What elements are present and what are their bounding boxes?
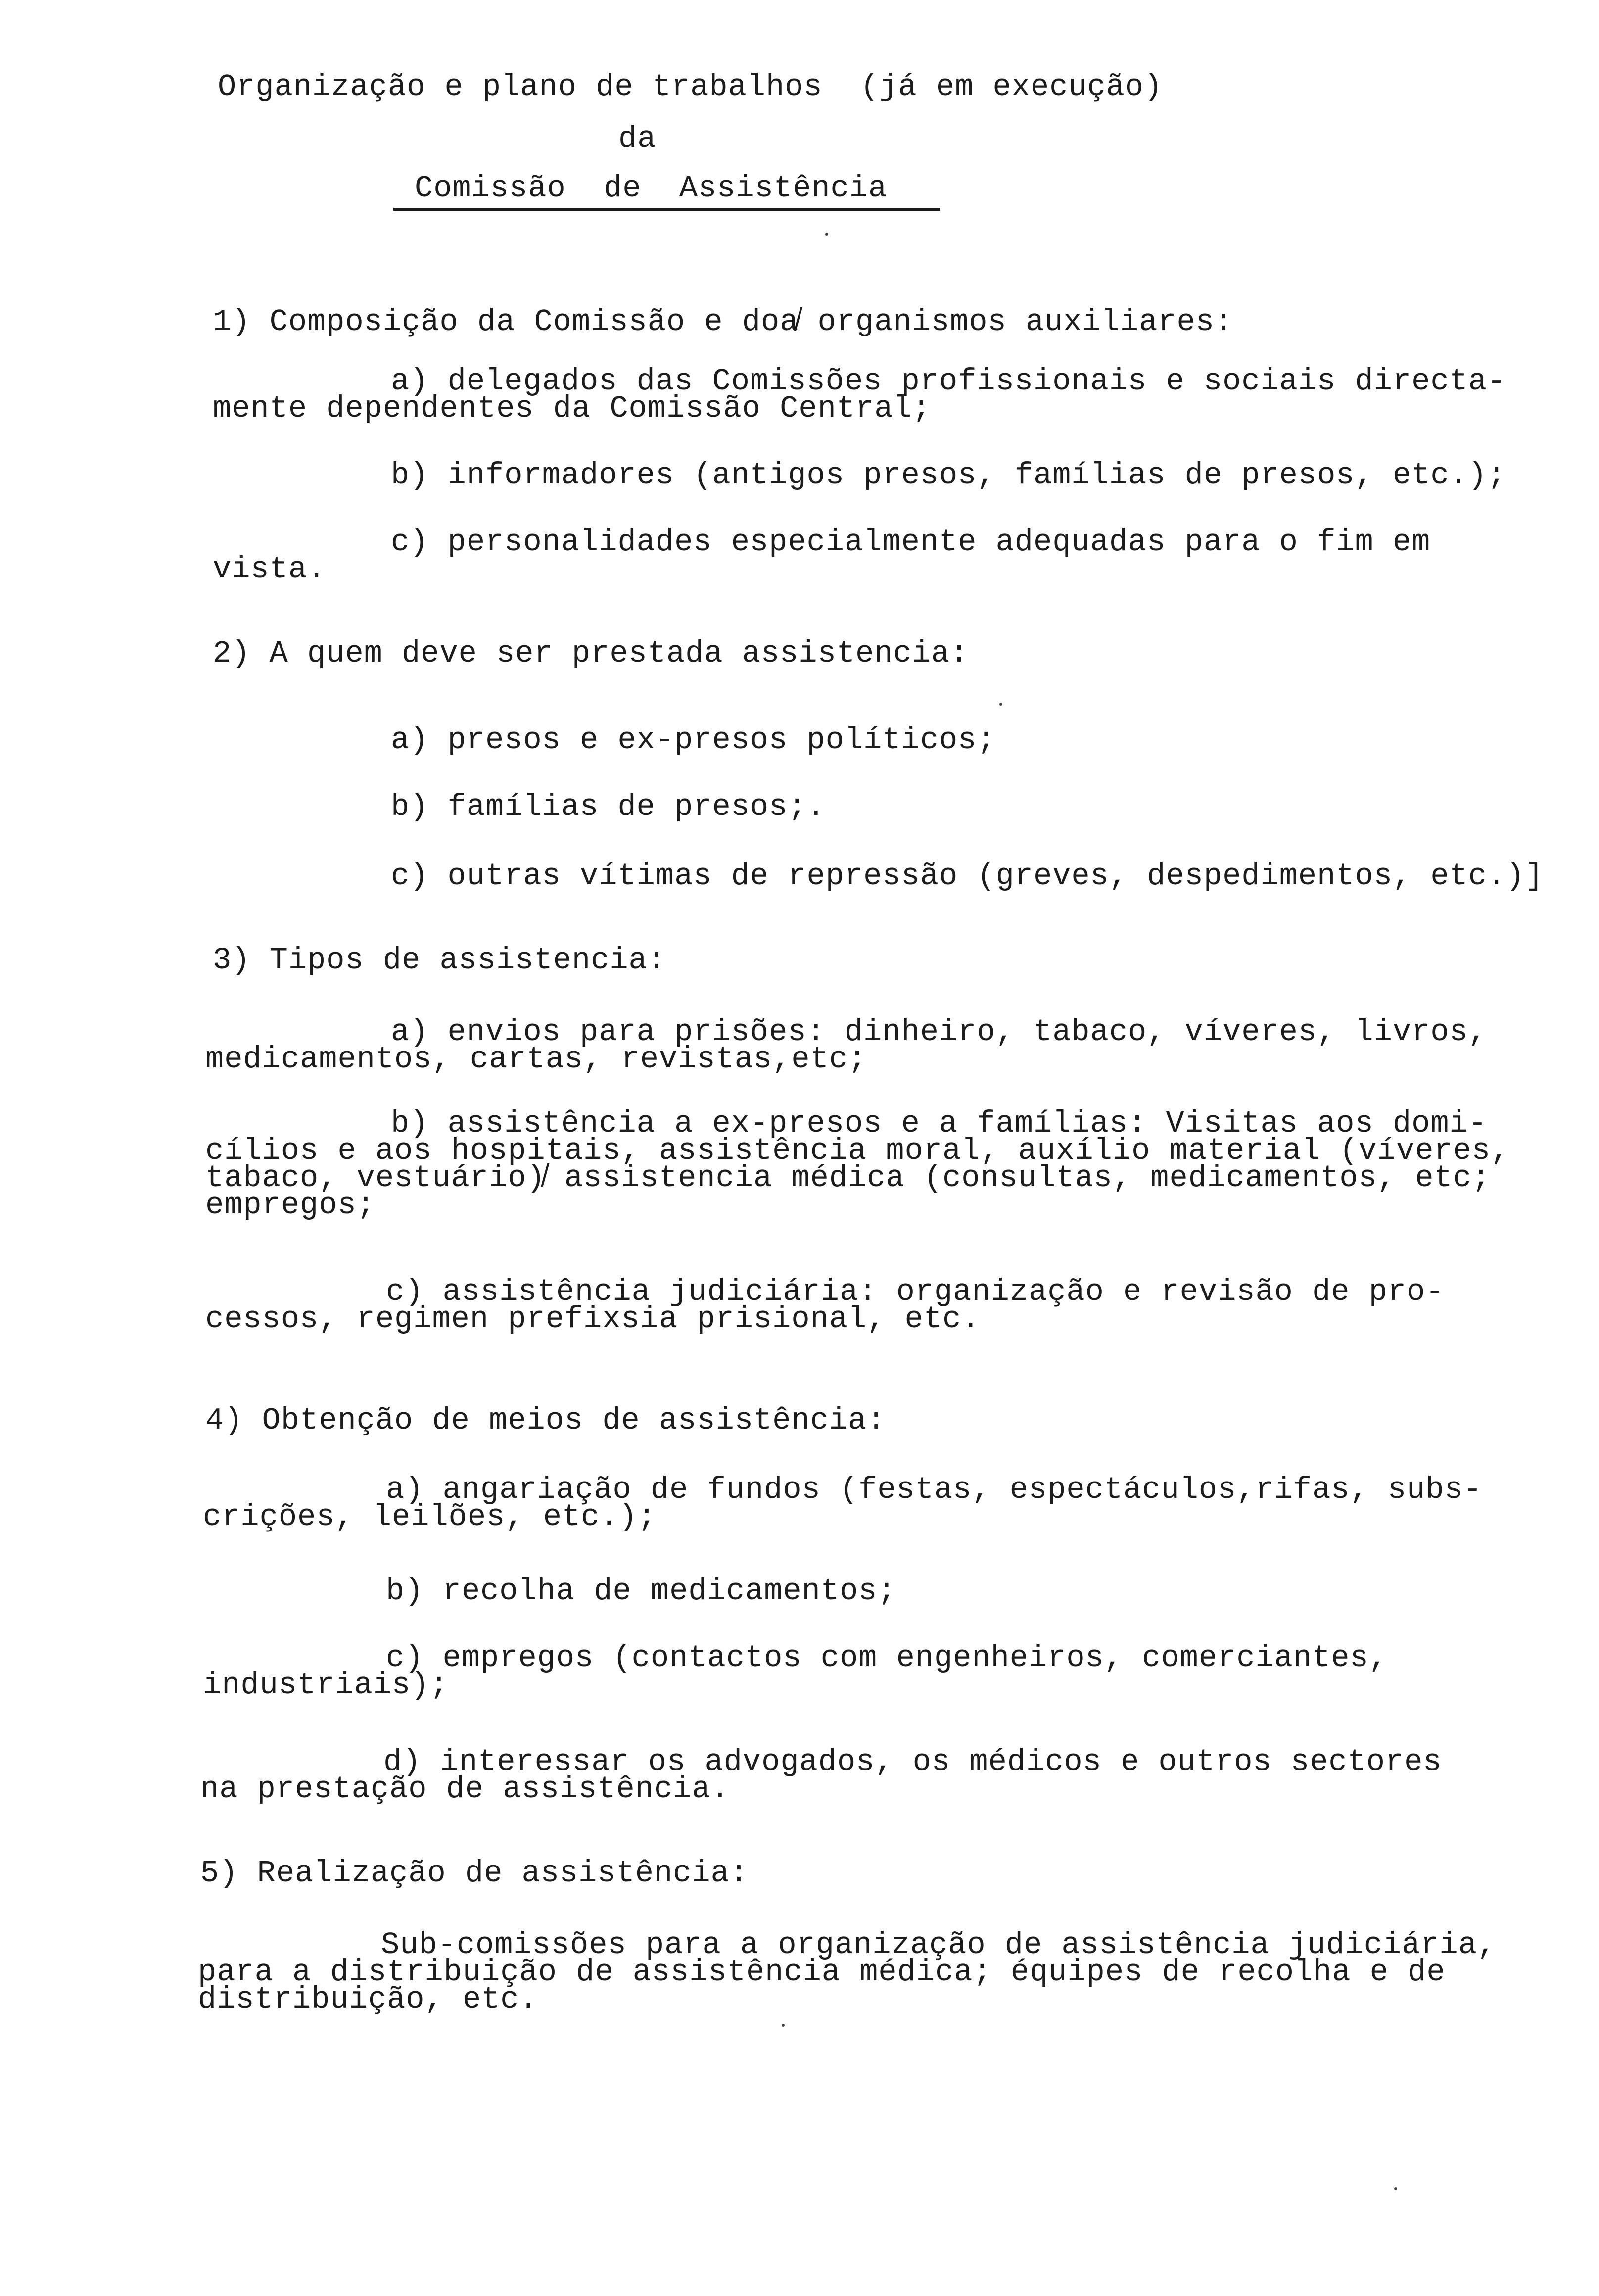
section-3-item-b-line2: cílios e aos hospitais, assistência moral, auxílio material (víveres, [205,1133,1510,1168]
section-2-heading: 2) A quem deve ser prestada assistencia: [213,636,969,671]
scan-speck [999,703,1002,706]
section-4-item-d-line2: na prestação de assistência. [200,1771,730,1807]
section-5-item-line1: Sub-comissões para a organização de assistência judiciária, [381,1927,1497,1962]
section-2-item-a: a) presos e ex-presos políticos; [391,722,996,758]
section-4-item-a-line1: a) angariação de fundos (festas, espectáculos,rifas, subs- [386,1472,1482,1507]
section-4-item-c-line1: c) empregos (contactos com engenheiros, comerciantes, [386,1640,1388,1675]
document-title-line1: Organização e plano de trabalhos (já em execução) [218,69,1163,104]
section-1-item-a-line1: a) delegados das Comissões profissionais e sociais directa- [391,364,1506,399]
section-1-heading: 1) Composição da Comissão e doa̸ organismos auxiliares: [213,304,1234,339]
section-3-item-b-line3: tabaco, vestuário)̸ assistencia médica (consultas, medicamentos, etc; [205,1160,1491,1196]
scan-speck [1394,2187,1397,2190]
section-3-item-b-line4: empregos; [205,1188,376,1223]
section-3-item-a-line2: medicamentos, cartas, revistas,etc; [205,1042,867,1077]
scan-speck [825,233,828,236]
section-4-item-c-line2: industriais); [203,1668,449,1703]
section-4-item-b: b) recolha de medicamentos; [386,1574,896,1609]
section-2-item-b: b) famílias de presos;. [391,789,826,824]
section-4-item-d-line1: d) interessar os advogados, os médicos e outros sectores [383,1744,1442,1779]
section-3-item-c-line2: cessos, regimen prefixsia prisional, etc. [205,1301,981,1337]
section-3-item-b-line1: b) assistência a ex-presos e a famílias: Visitas aos domi- [391,1106,1487,1141]
scan-speck [782,2024,785,2027]
section-1-item-c-line1: c) personalidades especialmente adequadas para o fim em [391,525,1431,560]
section-1-item-c-line2: vista. [213,552,327,587]
section-3-heading: 3) Tipos de assistencia: [213,943,666,978]
section-3-item-a-line1: a) envios para prisões: dinheiro, tabaco, víveres, livros, [391,1014,1487,1050]
section-5-heading: 5) Realização de assistência: [200,1856,749,1891]
section-4-item-a-line2: crições, leilões, etc.); [203,1499,657,1534]
document-title-line3: Comissão de Assistência [415,171,888,206]
section-4-heading: 4) Obtenção de meios de assistência: [205,1403,886,1438]
section-2-item-c: c) outras vítimas de repressão (greves, despedimentos, etc.)] [391,859,1544,894]
section-5-item-line3: distribuição, etc. [198,1982,538,2017]
section-1-item-a-line2: mente dependentes da Comissão Central; [213,391,931,426]
document-title-line2: da [618,121,657,156]
title-underline [393,208,940,211]
section-1-item-b: b) informadores (antigos presos, famílias de presos, etc.); [391,458,1506,493]
section-5-item-line2: para a distribuição de assistência médica; équipes de recolha e de [198,1955,1446,1990]
section-3-item-c-line1: c) assistência judiciária: organização e revisão de pro- [386,1274,1445,1309]
